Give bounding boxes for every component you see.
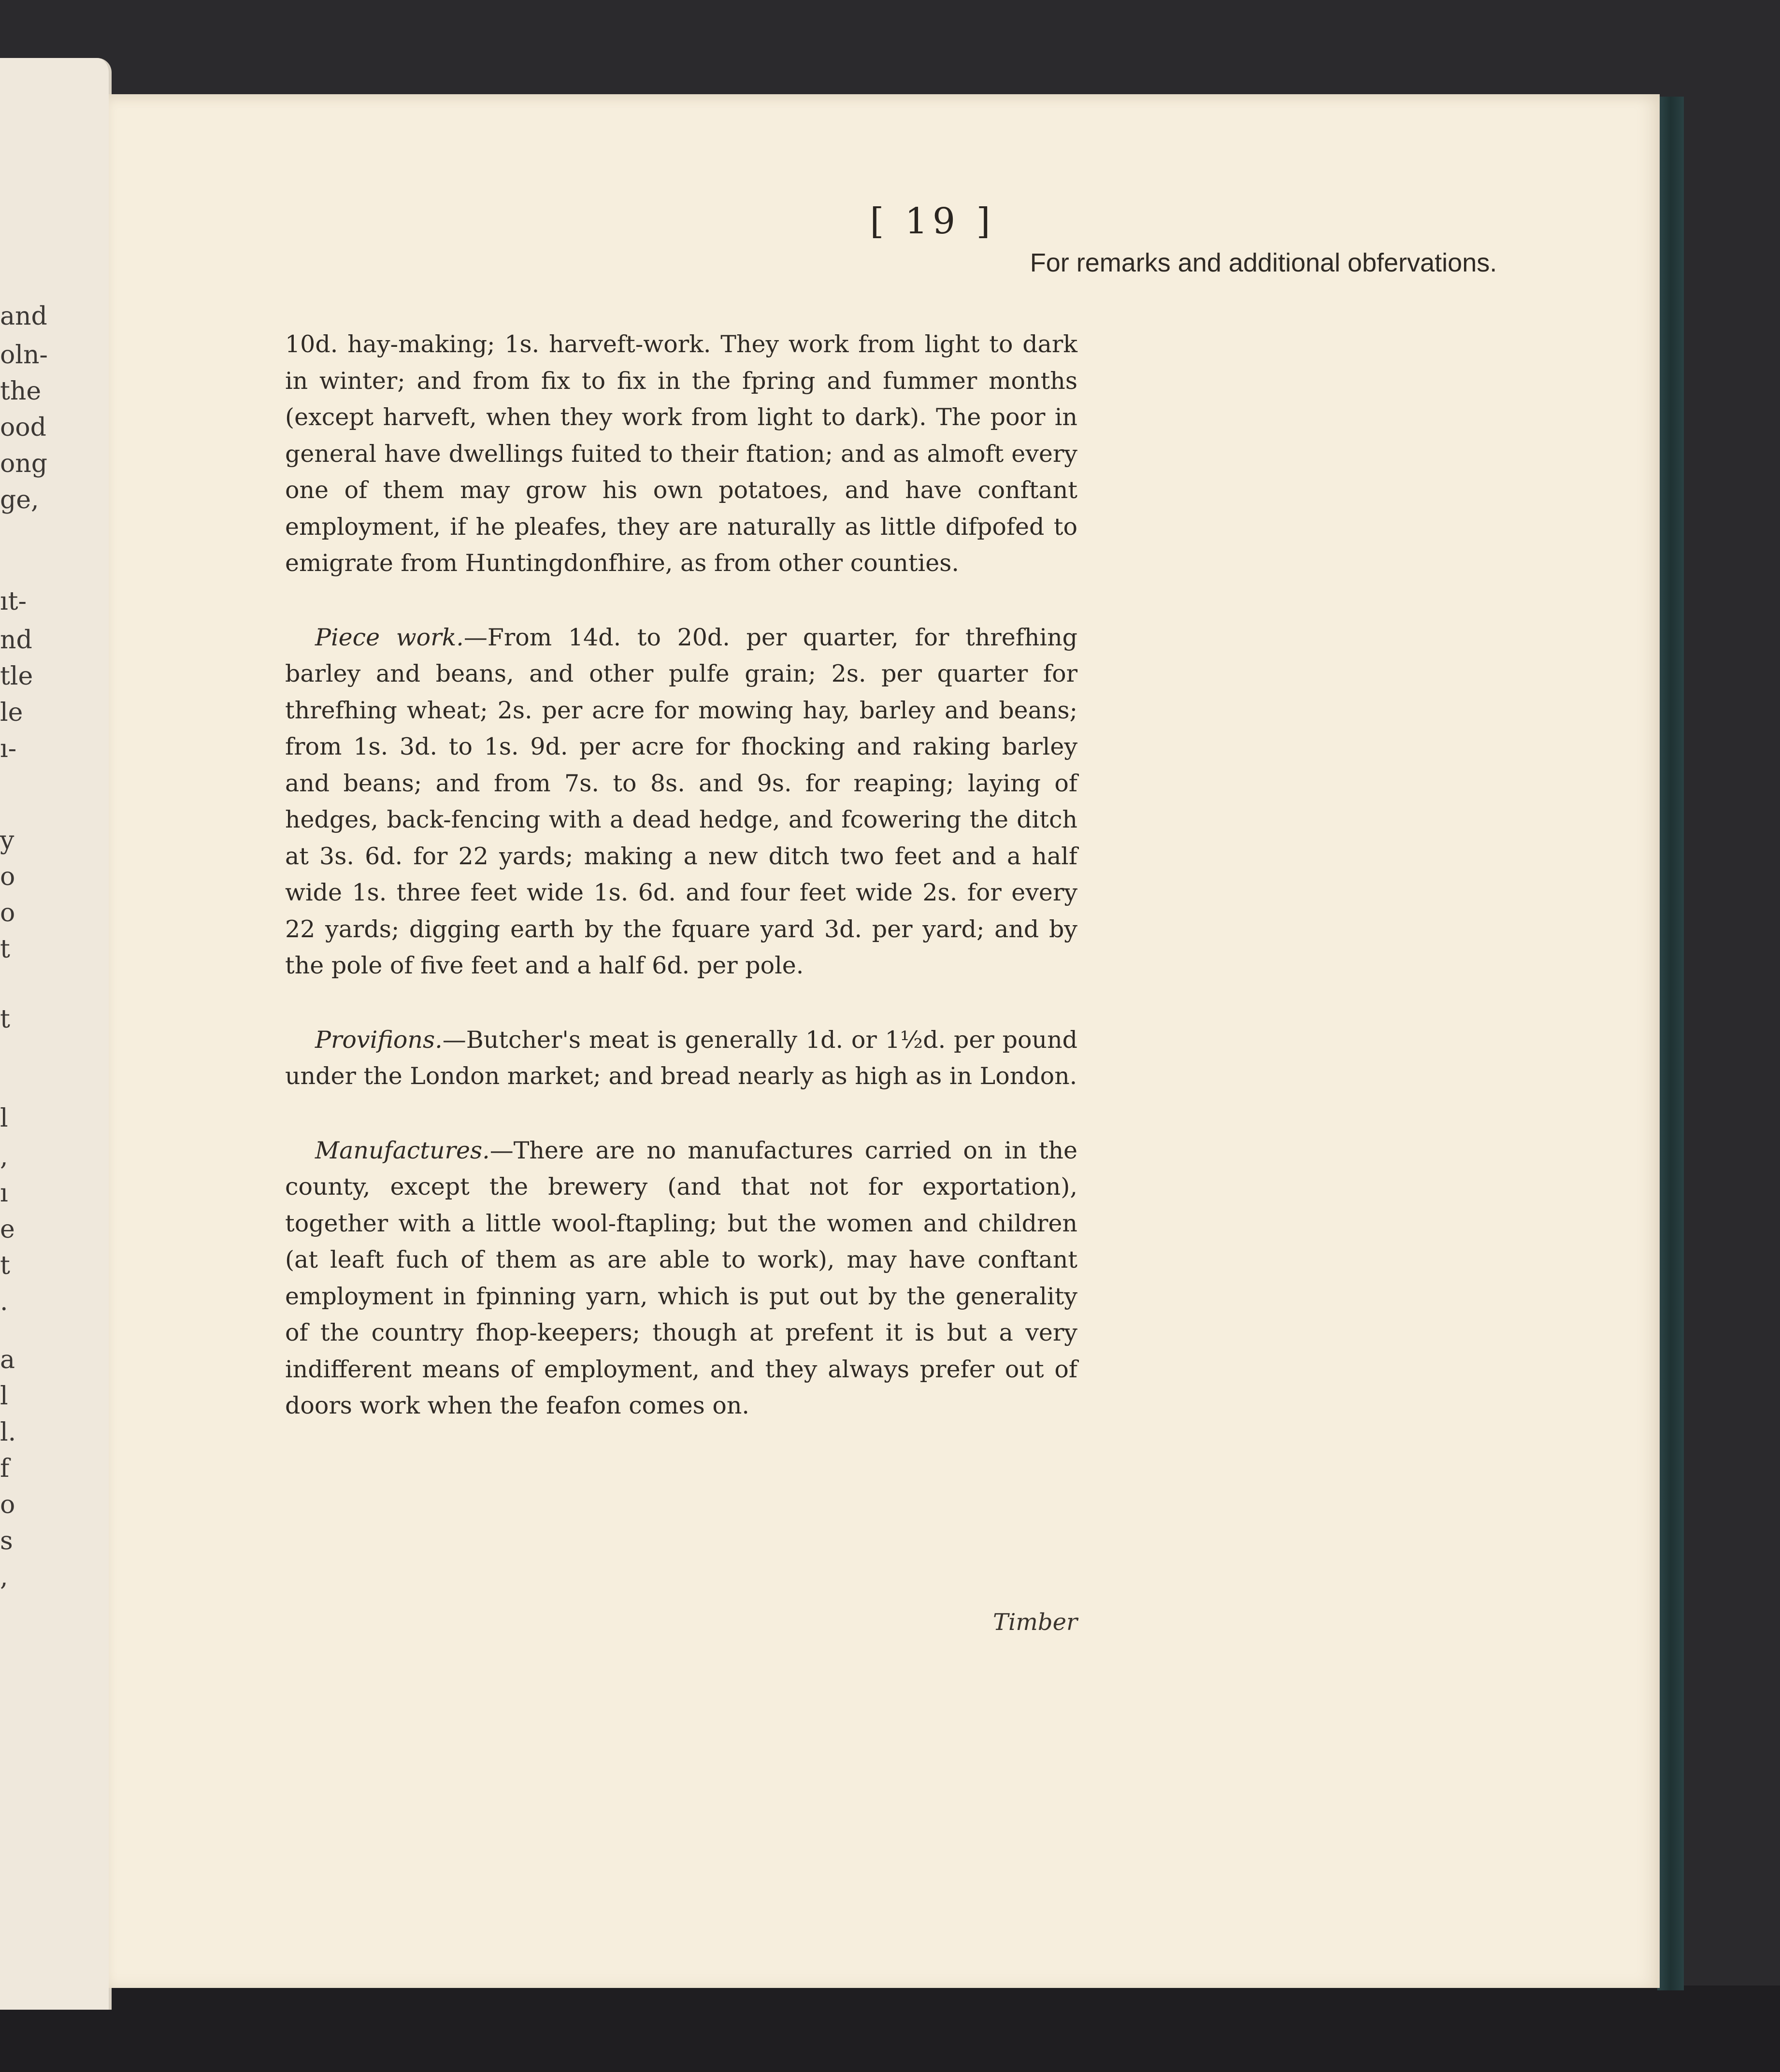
facing-page-fragment: ı xyxy=(0,1179,8,1208)
facing-page-fragment: o xyxy=(0,862,15,891)
facing-page-fragment: le xyxy=(0,698,23,727)
facing-page-fragment: l. xyxy=(0,1418,16,1447)
facing-page-fragment: , xyxy=(0,1563,8,1592)
book-page xyxy=(109,94,1660,1988)
paragraph-text: —There are no manufactures carried on in the county, except the brewery (and that not for exportation), together with a little wool-ftapling; but the women and children (at leaft fuch of them as are able to work), may have conftant employment in fpinning yarn, which is put out by the generality of the country fhop-keepers; though at prefent it is but a very indifferent means of employment, and they always prefer out of doors work when the feafon comes on. xyxy=(285,1136,1077,1419)
body-text xyxy=(285,326,1077,1462)
facing-page-fragment: ge, xyxy=(0,486,39,514)
facing-page-fragment: nd xyxy=(0,626,32,655)
facing-page-fragment: o xyxy=(0,899,15,928)
facing-page-fragment: ood xyxy=(0,413,46,442)
facing-page-fragment: the xyxy=(0,377,42,406)
paragraph-heading: Manufactures. xyxy=(315,1136,490,1164)
paragraph xyxy=(285,619,1077,984)
facing-page-fragment: t xyxy=(0,1005,10,1034)
paragraph-heading: Provifions. xyxy=(315,1026,443,1054)
book-cover-edge xyxy=(1657,97,1684,1990)
catchword: Timber xyxy=(993,1609,1077,1636)
facing-page-fragment: t xyxy=(0,935,10,964)
facing-page-fragment: l xyxy=(0,1104,8,1133)
facing-page-fragment: tle xyxy=(0,662,33,691)
facing-page-fragment: y xyxy=(0,826,14,855)
facing-page-fragment: o xyxy=(0,1490,15,1519)
facing-page-fragment: e xyxy=(0,1215,15,1244)
facing-page-fragment: and xyxy=(0,302,47,331)
paragraph xyxy=(285,326,1077,582)
facing-page-fragment: l xyxy=(0,1382,8,1411)
facing-page-fragment: . xyxy=(0,1287,8,1316)
paragraph xyxy=(285,1132,1077,1424)
facing-page-edge xyxy=(0,58,112,2010)
paragraph-text: —Butcher's meat is generally 1d. or 1½d. per pound under the London market; and bread nearly as high as in London. xyxy=(285,1026,1077,1090)
facing-page-fragment: s xyxy=(0,1527,13,1556)
margin-note: For remarks and additional obfervations. xyxy=(1030,248,1497,277)
page-number: [ 19 ] xyxy=(870,200,995,242)
background-shadow xyxy=(0,1986,1780,2072)
paragraph-text: —From 14d. to 20d. per quarter, for threfhing barley and beans, and other pulfe grain; 2s. per quarter for threfhing wheat; 2s. per acre for mowing hay, barley and beans; from 1s. 3d. to 1s. 9d. per acre for fhocking and raking barley and beans; and from 7s. to 8s. and 9s. for reaping; laying of hedges, back-fencing with a dead hedge, and fcowering the ditch at 3s. 6d. for 22 yards; making a new ditch two feet and a half wide 1s. three feet wide 1s. 6d. and four feet wide 2s. for every 22 yards; digging earth by the fquare yard 3d. per yard; and by the pole of five feet and a half 6d. per pole. xyxy=(285,623,1077,979)
facing-page-fragment: ı- xyxy=(0,734,17,763)
facing-page-fragment: f xyxy=(0,1454,10,1483)
paragraph-text: 10d. hay-making; 1s. harveft-work. They work from light to dark in winter; and from fix to fix in the fpring and fummer months (except harveft, when they work from light to dark). The poor in general have dwellings fuited to their ftation; and as almoft every one of them may grow his own potatoes, and have conftant employment, if he pleafes, they are naturally as little difpofed to emigrate from Huntingdonfhire, as from other counties. xyxy=(285,330,1077,577)
paragraph xyxy=(285,1022,1077,1095)
facing-page-fragment: a xyxy=(0,1345,15,1374)
facing-page-fragment: oln- xyxy=(0,341,48,370)
facing-page-fragment: ıt- xyxy=(0,587,27,616)
paragraph-heading: Piece work. xyxy=(315,623,464,651)
facing-page-fragment: t xyxy=(0,1251,10,1280)
facing-page-fragment: , xyxy=(0,1143,8,1172)
facing-page-fragment: ong xyxy=(0,449,48,478)
